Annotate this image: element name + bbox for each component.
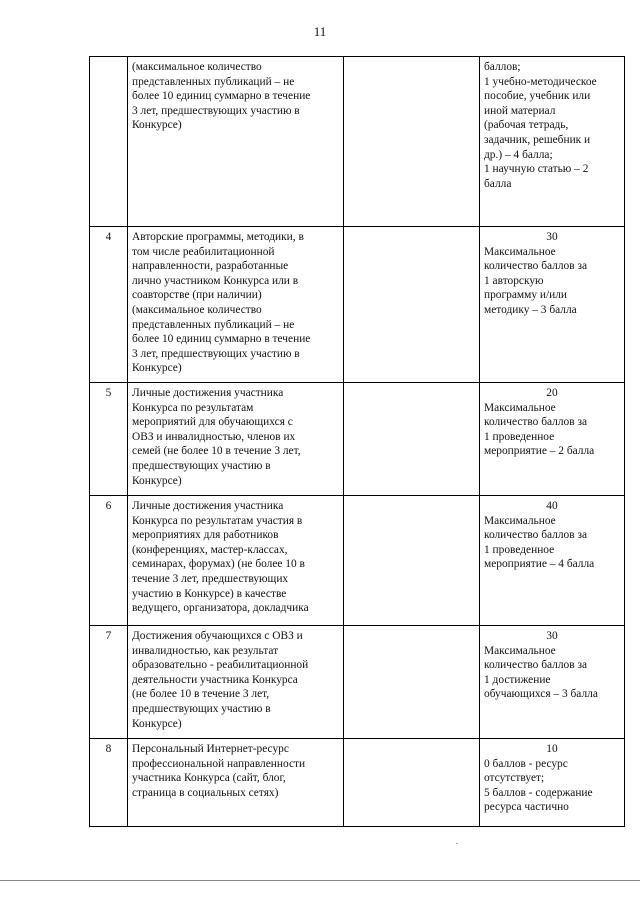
description-line: предшествующих участию в [132, 702, 271, 715]
description-line: семей (не более 10 в течение 3 лет, [132, 445, 301, 458]
criteria-row [90, 383, 625, 496]
description-line: образовательно - реабилитационной [132, 659, 309, 672]
description-line: профессиональной направленности [132, 757, 306, 770]
score-line: 0 баллов - ресурс [484, 757, 568, 770]
description-line: Достижения обучающихся с ОВЗ и [132, 630, 303, 642]
criterion-number: 4 [90, 227, 128, 383]
criterion-number: 5 [90, 383, 128, 496]
description-line: Конкурсе) [132, 119, 182, 132]
score-line: 1 авторскую [484, 274, 544, 287]
description-line: более 10 единиц суммарно в течение [132, 333, 311, 346]
score-line: 5 баллов - содержание [484, 786, 593, 799]
score-line: (рабочая тетрадь, [484, 119, 569, 132]
description-line: соавторстве (при наличии) [132, 289, 262, 302]
max-score: 20 [546, 387, 558, 399]
score-line: количество баллов за [484, 416, 588, 429]
description-line: мероприятий для обучающихся с [132, 416, 293, 429]
description-line: ОВЗ и инвалидностью, членов их [132, 430, 296, 443]
page-number: 11 [313, 24, 327, 39]
blank-cell [344, 496, 480, 626]
blank-cell [344, 57, 480, 227]
blank-cell [344, 739, 480, 827]
description-line: течение 3 лет, предшествующих [132, 572, 289, 585]
description-line: (максимальное количество [132, 303, 262, 316]
description-line: том числе реабилитационной [132, 245, 275, 258]
score-line: мероприятие – 2 балла [484, 445, 595, 458]
score-line: ресурса частично [484, 801, 569, 814]
score-line: 1 достижение [484, 673, 551, 686]
page-bottom-rule [0, 880, 640, 881]
description-line: мероприятиях для работников [132, 529, 279, 542]
description-line: ведущего, организатора, докладчика [132, 602, 309, 615]
score-line: количество баллов за [484, 529, 588, 542]
criterion-score [480, 496, 625, 626]
description-line: (не более 10 в течение 3 лет, [132, 688, 270, 701]
description-line: участника Конкурса (сайт, блог, [132, 772, 286, 785]
criteria-row [90, 739, 625, 827]
description-line: инвалидностью, как результат [132, 644, 279, 657]
criteria-row [90, 57, 625, 227]
score-line: иной материал [484, 104, 556, 117]
blank-cell [344, 383, 480, 496]
description-line: семинарах, форумах) (не более 10 в [132, 558, 305, 571]
criterion-score [480, 227, 625, 383]
description-line: Персональный Интернет-ресурс [132, 743, 289, 755]
description-line: представленных публикаций – не [132, 318, 295, 331]
criterion-description [128, 383, 344, 496]
criterion-description [128, 739, 344, 827]
description-line: Конкурса по результатам [132, 401, 254, 414]
description-line: лично участником Конкурса или в [132, 274, 299, 287]
description-line: Личные достижения участника [132, 500, 284, 512]
blank-cell [344, 626, 480, 739]
criterion-description [128, 227, 344, 383]
criterion-description [128, 496, 344, 626]
score-line: мероприятие – 4 балла [484, 558, 595, 571]
score-line: 1 учебно-методическое [484, 75, 597, 88]
score-line: пособие, учебник или [484, 90, 591, 103]
criteria-table-body [90, 57, 625, 827]
description-line: 3 лет, предшествующих участию в [132, 104, 300, 117]
score-line: 1 научную статью – 2 [484, 163, 589, 176]
description-line: страница в социальных сетях) [132, 786, 279, 799]
criteria-table [89, 56, 625, 827]
score-line: обучающихся – 3 балла [484, 688, 598, 701]
description-line: Авторские программы, методики, в [132, 231, 304, 243]
criterion-score [480, 57, 625, 227]
description-line: Конкурсе) [132, 362, 182, 375]
criterion-score [480, 383, 625, 496]
score-line: отсутствует; [484, 772, 545, 785]
description-line: Конкурсе) [132, 717, 182, 730]
max-score: 30 [546, 630, 558, 642]
max-score: 10 [546, 743, 558, 755]
description-line: более 10 единиц суммарно в течение [132, 90, 311, 103]
criteria-row [90, 227, 625, 383]
description-line: Конкурсе) [132, 474, 182, 487]
description-line: деятельности участника Конкурса [132, 673, 298, 686]
description-line: (максимальное количество [132, 61, 262, 73]
score-line: Максимальное [484, 514, 556, 527]
score-line: задачник, решебник и [484, 133, 591, 146]
max-score: 40 [546, 500, 558, 512]
score-line: др.) – 4 балла; [484, 148, 553, 161]
score-line: баллов; [484, 61, 521, 73]
score-line: балла [484, 177, 512, 190]
description-line: 3 лет, предшествующих участию в [132, 347, 300, 360]
score-line: 1 проведенное [484, 430, 555, 443]
criterion-score [480, 626, 625, 739]
criterion-number: 6 [90, 496, 128, 626]
description-line: Личные достижения участника [132, 387, 284, 399]
description-line: участию в Конкурсе) в качестве [132, 587, 287, 600]
score-line: методику – 3 балла [484, 303, 577, 316]
score-line: 1 проведенное [484, 543, 555, 556]
criteria-row [90, 496, 625, 626]
scan-mark [456, 843, 458, 844]
criterion-number [90, 57, 128, 227]
criterion-number: 8 [90, 739, 128, 827]
criteria-row [90, 626, 625, 739]
score-line: программу и/или [484, 289, 568, 302]
score-line: Максимальное [484, 245, 556, 258]
description-line: (конференциях, мастер-классах, [132, 543, 288, 556]
max-score: 30 [546, 231, 558, 243]
criterion-score [480, 739, 625, 827]
criterion-description [128, 57, 344, 227]
criterion-description [128, 626, 344, 739]
description-line: представленных публикаций – не [132, 75, 295, 88]
description-line: Конкурса по результатам участия в [132, 514, 303, 527]
score-line: количество баллов за [484, 260, 588, 273]
description-line: предшествующих участию в [132, 459, 271, 472]
score-line: Максимальное [484, 401, 556, 414]
criterion-number: 7 [90, 626, 128, 739]
description-line: направленности, разработанные [132, 260, 289, 273]
blank-cell [344, 227, 480, 383]
score-line: количество баллов за [484, 659, 588, 672]
score-line: Максимальное [484, 644, 556, 657]
